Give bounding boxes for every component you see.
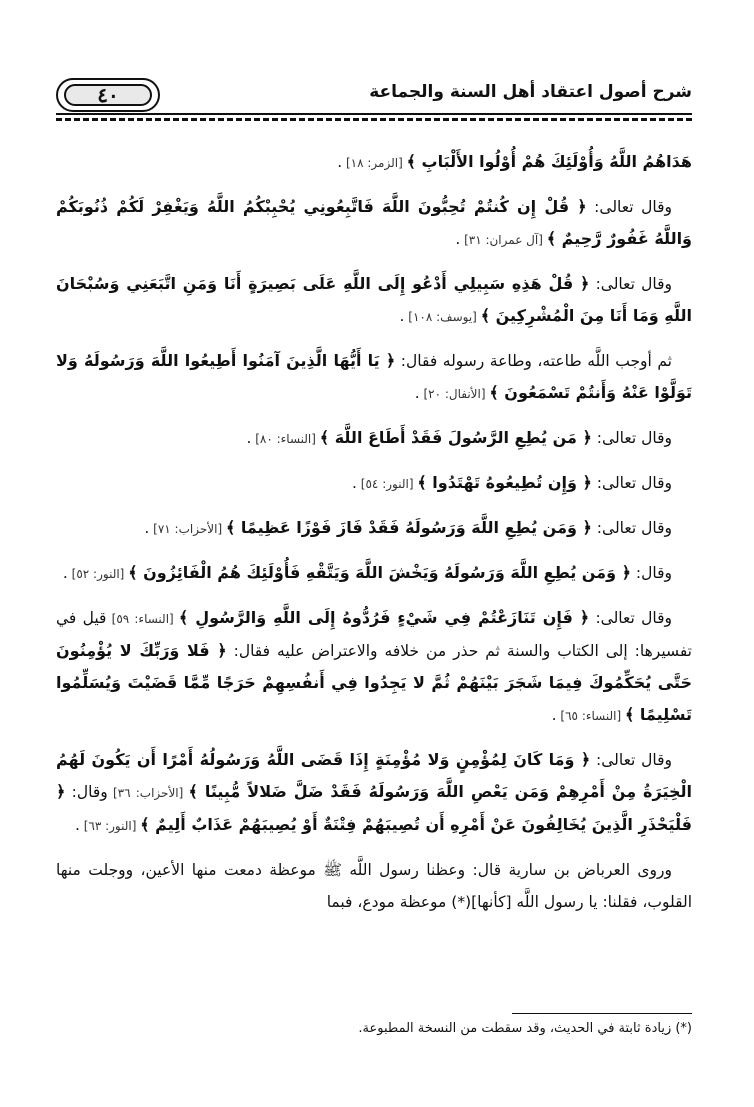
verse-reference: [النور: ٦٣] — [79, 819, 141, 833]
quran-verse: ﴿ وَمَن يُطِعِ اللَّهَ وَرَسُولَهُ فَقَدْ فَازَ فَوْزًا عَظِيمًا ﴾ — [225, 518, 592, 537]
verse-reference: [الزمر: ١٨] — [342, 156, 407, 170]
paragraph — [56, 512, 692, 545]
body-text: . — [74, 816, 80, 834]
verse-reference: [النساء: ٥٩] — [106, 612, 179, 626]
quran-verse: ﴿ قُلْ هَذِهِ سَبِيلِي أَدْعُو إِلَى اللَّهِ عَلَى بَصِيرَةٍ أَنَا وَمَنِ اتَّبَعَنِي وَسُبْحَانَ اللَّهِ وَمَا أَنَا مِنَ الْمُشْرِكِينَ ﴾ — [56, 274, 692, 325]
quran-verse: ﴿ مَن يُطِعِ الرَّسُولَ فَقَدْ أَطَاعَ اللَّهَ ﴾ — [319, 428, 592, 447]
paragraph — [56, 744, 692, 842]
header-rule — [56, 113, 692, 115]
body-text: وقال تعالى: — [591, 519, 672, 537]
verse-reference: [يوسف: ١٠٨] — [404, 310, 481, 324]
body-text: وقال تعالى: — [591, 429, 672, 447]
quran-verse: ﴿ وَمَا كَانَ لِمُؤْمِنٍ وَلا مُؤْمِنَةٍ إِذَا قَضَى اللَّهُ وَرَسُولُهُ أَمْرًا أَن يَكُونَ لَهُمُ الْخِيَرَةُ مِنْ أَمْرِهِمْ وَمَن يَعْصِ اللَّهَ وَرَسُولَهُ فَقَدْ ضَلَّ ضَلالاً مُّبِينًا ﴾ — [56, 750, 692, 801]
verse-reference: [النور: ٥٤] — [356, 477, 418, 491]
body-text: . — [414, 384, 420, 402]
footnote-separator — [512, 1013, 692, 1014]
quran-verse: ﴿ وَإِن تُطِيعُوهُ تَهْتَدُوا ﴾ — [417, 473, 592, 492]
running-title: شرح أصول اعتقاد أهل السنة والجماعة — [369, 82, 692, 102]
quran-verse: ﴿ يَا أَيُّهَا الَّذِينَ آمَنُوا أَطِيعُوا اللَّهَ وَرَسُولَهُ وَلا تَوَلَّوْا عَنْهُ وَأَنتُمْ تَسْمَعُونَ ﴾ — [56, 351, 692, 402]
paragraph — [56, 557, 692, 590]
body-text: . — [399, 307, 405, 325]
paragraph — [56, 602, 692, 732]
verse-reference: [النساء: ٦٥] — [556, 709, 625, 723]
body-text: وقال تعالى: — [591, 474, 672, 492]
footnote: (*) زيادة ثابتة في الحديث، وقد سقطت من النسخة المطبوعة. — [358, 1021, 692, 1036]
verse-reference: [النساء: ٨٠] — [251, 432, 320, 446]
body-text: . — [551, 706, 557, 724]
body-text: وقال تعالى: — [586, 198, 672, 216]
quran-verse: ﴿ فَلْيَحْذَرِ الَّذِينَ يُخَالِفُونَ عَنْ أَمْرِهِ أَن تُصِيبَهُمْ فِتْنَةٌ أَوْ يُصِيبَهُمْ عَذَابٌ أَلِيمٌ ﴾ — [56, 782, 692, 834]
body-text: . — [337, 153, 343, 171]
page-number-badge — [56, 78, 160, 112]
body-text: . — [455, 230, 461, 248]
paragraph — [56, 854, 692, 918]
body-text: ثم أوجب اللَّه طاعته، وطاعة رسوله فقال: — [395, 352, 672, 370]
body-text: . — [144, 519, 150, 537]
body-text: قيل في تفسيرها: إلى الكتاب والسنة ثم حذر من خلافه والاعتراض عليه فقال: — [56, 609, 692, 660]
body-text: . — [246, 429, 252, 447]
body-text: وقال: — [630, 564, 672, 582]
body-text: وروى العرباض بن سارية قال: وعظنا رسول اللَّه ﷺ موعظة دمعت منها الأعين، ووجلت منها القلوب، فقلنا: يا رسول اللَّه [كأنها](*) موعظة مودع، فبما — [56, 861, 692, 911]
page-header — [56, 78, 692, 122]
main-text — [56, 146, 692, 930]
body-text: . — [62, 564, 68, 582]
verse-reference: [آل عمران: ٣١] — [460, 233, 547, 247]
paragraph — [56, 422, 692, 455]
body-text: وقال: — [65, 783, 108, 801]
paragraph — [56, 146, 692, 179]
quran-verse: ﴿ قُلْ إِن كُنتُمْ تُحِبُّونَ اللَّهَ فَاتَّبِعُونِي يُحْبِبْكُمُ اللَّهُ وَيَغْفِرْ لَكُمْ ذُنُوبَكُمْ وَاللَّهُ غَفُورٌ رَّحِيمٌ ﴾ — [56, 197, 692, 248]
paragraph — [56, 191, 692, 256]
paragraph — [56, 467, 692, 500]
body-text: وقال تعالى: — [590, 751, 672, 769]
body-text: . — [352, 474, 357, 492]
quran-verse: هَدَاهُمُ اللَّهُ وَأُوْلَئِكَ هُمْ أُوْلُوا الأَلْبَابِ ﴾ — [406, 152, 692, 171]
quran-verse: ﴿ وَمَن يُطِعِ اللَّهَ وَرَسُولَهُ وَيَخْشَ اللَّهَ وَيَتَّقْهِ فَأُوْلَئِكَ هُمُ الْفَائِزُونَ ﴾ — [128, 563, 631, 582]
page-number: ٤٠ — [64, 84, 152, 106]
paragraph — [56, 268, 692, 333]
body-text: وقال تعالى: — [589, 609, 672, 627]
quran-verse: ﴿ فَلا وَرَبِّكَ لا يُؤْمِنُونَ حَتَّى يُحَكِّمُوكَ فِيمَا شَجَرَ بَيْنَهُمْ ثُمَّ لا يَجِدُوا فِي أَنفُسِهِمْ حَرَجًا مِّمَّا قَضَيْتَ وَيُسَلِّمُوا تَسْلِيمًا ﴾ — [56, 641, 692, 724]
verse-reference: [الأنفال: ٢٠] — [419, 387, 490, 401]
header-dashed-rule — [56, 118, 692, 121]
quran-verse: ﴿ فَإِن تَنَازَعْتُمْ فِي شَيْءٍ فَرُدُّوهُ إِلَى اللَّهِ وَالرَّسُولِ ﴾ — [178, 608, 590, 627]
verse-reference: [الأحزاب: ٣٦] — [107, 786, 189, 800]
verse-reference: [النور: ٥٢] — [67, 567, 129, 581]
paragraph — [56, 345, 692, 410]
body-text: وقال تعالى: — [589, 275, 672, 293]
verse-reference: [الأحزاب: ٧١] — [149, 522, 226, 536]
